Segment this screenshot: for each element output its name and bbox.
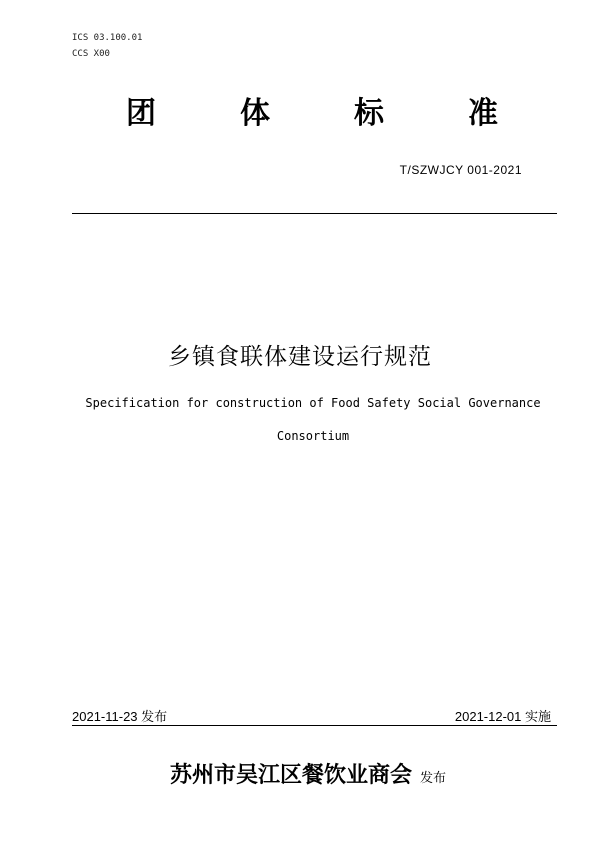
classification-codes [72,30,142,62]
issuer-suffix: 发布 [420,771,447,786]
issuer [170,758,446,789]
footer-divider [72,725,557,726]
standard-type-char: 体 [240,96,270,131]
header-divider [72,213,557,214]
ics-code: ICS 03.100.01 [72,33,143,43]
implement-date: 2021-12-01 实施 [454,709,551,724]
standard-type-char: 标 [354,96,384,131]
ccs-code: CCS X00 [72,49,110,59]
publish-date: 2021-11-23 发布 [72,709,168,724]
document-title-english-line1: Specification for construction of Food Safety Social Governance [85,396,541,410]
standard-number: T/SZWJCY 001-2021 [399,163,522,177]
issuer-organization: 苏州市吴江区餐饮业商会 [170,762,413,788]
standard-type-char: 团 [126,96,156,131]
document-title-english-line2: Consortium [276,429,350,443]
document-title-chinese: 乡镇食联体建设运行规范 [168,344,432,370]
standard-type-heading [0,94,600,134]
standard-type-char: 准 [468,96,498,131]
